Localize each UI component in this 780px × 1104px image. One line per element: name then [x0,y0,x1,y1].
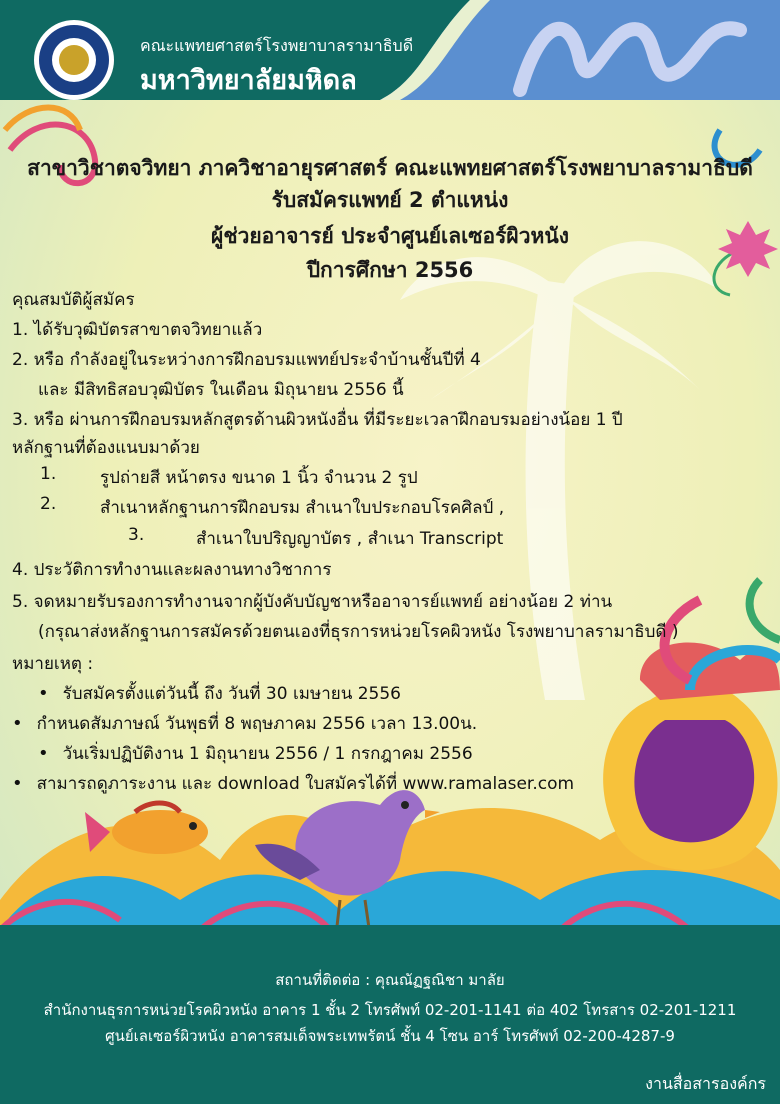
qualification-2: 2. หรือ กำลังอยู่ในระหว่างการฝึกอบรมแพทย์ประจำบ้านชั้นปีที่ 4 [12,350,481,370]
qualifications-heading: คุณสมบัติผู้สมัคร [12,290,135,310]
qualification-3: 3. หรือ ผ่านการฝึกอบรมหลักสูตรด้านผิวหนังอื่น ที่มีระยะเวลาฝึกอบรมอย่างน้อย 1 ปี [12,410,623,430]
faculty-name: คณะแพทยศาสตร์โรงพยาบาลรามาธิบดี [140,36,414,55]
note-2 [12,710,477,737]
note-3 [38,740,473,767]
document-3-number: 3. [128,525,145,545]
university-name: มหาวิทยาลัยมหิดล [140,65,357,96]
title-line-3: ผู้ช่วยอาจารย์ ประจำศูนย์เลเซอร์ผิวหนัง [211,224,569,248]
document-5-note: (กรุณาส่งหลักฐานการสมัครด้วยตนเองที่ธุรการหน่วยโรคผิวหนัง โรงพยาบาลรามาธิบดี ) [38,622,679,642]
document-4: 4. ประวัติการทำงานและผลงานทางวิชาการ [12,560,332,580]
document-5: 5. จดหมายรับรองการทำงานจากผู้บังคับบัญชาหรืออาจารย์แพทย์ อย่างน้อย 2 ท่าน [12,592,613,612]
bullet-icon: • [12,713,23,734]
qualification-1: 1. ได้รับวุฒิบัตรสาขาตจวิทยาแล้ว [12,320,263,340]
bullet-icon: • [38,743,49,764]
footer-contact: สถานที่ติดต่อ : คุณณัฏฐณิชา มาลัย [275,971,505,989]
note-4 [12,770,574,797]
title-line-2: รับสมัครแพทย์ 2 ตำแหน่ง [271,188,509,212]
bullet-icon: • [12,773,23,794]
document-1: รูปถ่ายสี หน้าตรง ขนาด 1 นิ้ว จำนวน 2 รูป [100,468,418,488]
footer-credit: งานสื่อสารองค์กร [645,1074,766,1093]
bullet-icon: • [38,683,49,704]
notes-heading: หมายเหตุ : [12,654,94,674]
document-3: สำเนาใบปริญญาบัตร , สำเนา Transcript [196,529,504,549]
note-3-text: วันเริ่มปฏิบัติงาน 1 มิถุนายน 2556 / 1 กรกฎาคม 2556 [62,744,473,764]
document-1-number: 1. [40,464,57,484]
note-4-text: สามารถดูภาระงาน และ download ใบสมัครได้ที่ www.ramalaser.com [36,774,575,794]
note-2-text: กำหนดสัมภาษณ์ วันพุธที่ 8 พฤษภาคม 2556 เวลา 13.00น. [36,714,478,734]
footer-office: สำนักงานธุรการหน่วยโรคผิวหนัง อาคาร 1 ชั้น 2 โทรศัพท์ 02-201-1141 ต่อ 402 โทรสาร 02-201-1211 [43,1001,737,1019]
document-2-number: 2. [40,494,57,514]
note-1 [38,680,401,707]
title-line-1: สาขาวิชาตจวิทยา ภาควิชาอายุรศาสตร์ คณะแพทยศาสตร์โรงพยาบาลรามาธิบดี [27,156,753,180]
title-line-4: ปีการศึกษา 2556 [306,258,474,282]
documents-heading: หลักฐานที่ต้องแนบมาด้วย [12,438,200,458]
qualification-2-continued: และ มีสิทธิสอบวุฒิบัตร ในเดือน มิถุนายน 2556 นี้ [38,380,404,400]
note-1-text: รับสมัครตั้งแต่วันนี้ ถึง วันที่ 30 เมษายน 2556 [62,684,401,704]
document-2: สำเนาหลักฐานการฝึกอบรม สำเนาใบประกอบโรคศิลป์ , [100,498,505,518]
footer-center: ศูนย์เลเซอร์ผิวหนัง อาคารสมเด็จพระเทพรัตน์ ชั้น 4 โซน อาร์ โทรศัพท์ 02-200-4287-9 [105,1027,675,1045]
